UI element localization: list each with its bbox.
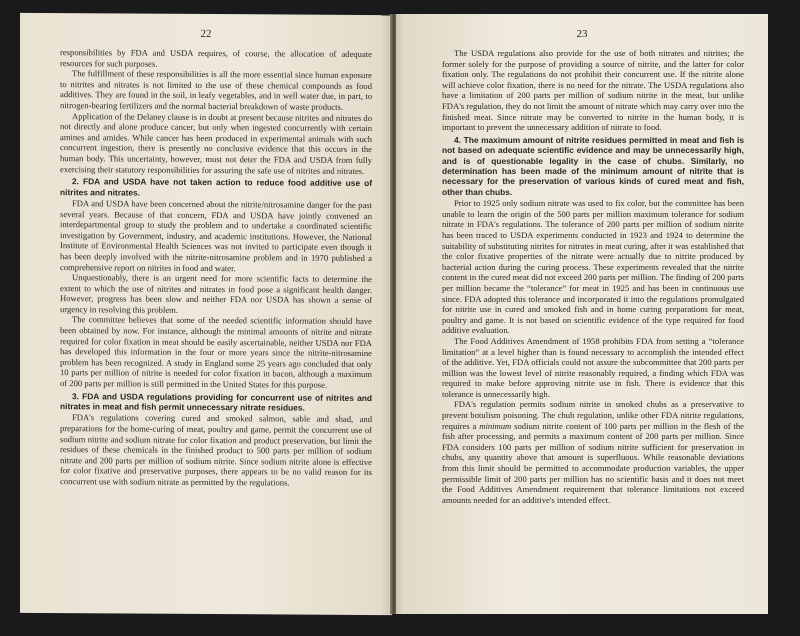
paragraph: responsibilities by FDA and USDA requires, of course, the allocation of adequate resources for such purposes.	[60, 47, 372, 69]
section-heading: 3. FDA and USDA regulations providing for concurrent use of nitrites and nitrates in meat and fish permit unnecessary nitrate residues.	[60, 390, 372, 413]
left-column	[20, 47, 392, 489]
right-page	[396, 14, 768, 614]
paragraph: Prior to 1925 only sodium nitrate was used to fix color, but the committee has been unable to learn the origin of the 500 parts per million maximum tolerance for sodium nitrate in FDA's regulations. The tolerance of 200 parts per million of sodium nitrite has been traced to USDA experiments conducted in 1923 and 1924 to determine the suitability of substituting nitrites for nitrates in meat curing, after it was established that the color fixative properties of the nitrate were actually due to nitrite produced by bacterial action during the curing process. These experiments revealed that the nitrite content in the cured meat did not exceed 200 parts per million. The finding of 200 parts per million became the “tolerance” for meat in 1925 and has been in continuous use since. FDA adopted this tolerance and incorporated it into the regulations promulgated for nitrite use in cured and smoked fish and in home curing preparations for meat, poultry and game. It is not based on scientific evidence of the type required for food additive evaluation.	[442, 198, 744, 336]
paragraph: Application of the Delaney clause is in doubt at present because nitrites and nitrates do not directly and alone produce cancer, but only when ingested concurrently with certain amines and amides. While cancer has been produced in experimental animals with such concurrent ingestion, there is presently no conclusive evidence that this occurs in the human body. This uncertainty, however, must not deter the FDA and USDA from fully exercising their statutory responsibilities for assuring the safe use of nitrites and nitrates.	[60, 110, 372, 176]
paragraph: FDA's regulations covering cured and smoked salmon, sable and shad, and preparations for the home-curing of meat, poultry and game, permit the concurrent use of sodium nitrite and sodium nitrate for color fixation and product preservation, but limit the residues of these chemicals in the finished product to 500 parts per million of sodium nitrate and 200 parts per million of sodium nitrite. Since sodium nitrite alone is effective for color fixative and preservative purposes, there appears to be no valid reason for its concurrent use with sodium nitrate as permitted by the regulations.	[60, 412, 372, 488]
left-page	[20, 13, 392, 615]
paragraph: The Food Additives Amendment of 1958 prohibits FDA from setting a “tolerance limitation” at a level higher than is found necessary to accomplish the intended effect of the additive. Yet, FDA officials could not assure the subcommittee that 200 parts per million was the lowest level of nitrite reasonably required, a finding which FDA was required to make before approving nitrite use in fish. There is evidence that this tolerance is unnecessarily high.	[442, 335, 744, 399]
paragraph: Unquestionably, there is an urgent need for more scientific facts to determine the extent to which the use of nitrites and nitrates in food pose a significant health danger. However, progress has been slow and neither FDA nor USDA has shown a sense of urgency in resolving this problem.	[60, 272, 372, 315]
page-number: 23	[576, 28, 588, 40]
right-column	[396, 48, 768, 505]
section-heading: 4. The maximum amount of nitrite residues permitted in meat and fish is not based on adequate scientific evidence and may be unnecessarily high, and is of questionable legality in the case of chubs. Similarly, no determination has been made of the minimum amount of nitrite that is necessary for the preservation of various kinds of cured meat and fish, other than chubs.	[442, 134, 744, 197]
paragraph: FDA and USDA have been concerned about the nitrite/nitrosamine danger for the past several years. Because of that concern, FDA and USDA have jointly convened an interdepartmental group to study the problem and to undertake a coordinated scientific investigation by Government, industry, and academic institutions. However, the National Institute of Environmental Health Sciences was not invited to participate even though it has been deeply involved with the nitrite-nitrosamine problem and in 1970 published a comprehensive report on nitrites in food and water.	[60, 198, 372, 273]
paragraph: The committee believes that some of the needed scientific information should have been obtained by now. For instance, although the minimal amounts of nitrite and nitrate required for color fixation in meat should be easily ascertainable, neither USDA nor FDA has developed this information in the four or more years since the nitrite-nitrosamine problem has been recognized. A study in England some 25 years ago concluded that only 10 parts per million of nitrite is needed for color fixation in bacon, although a maximum of 200 parts per million is still permitted in the United States for this purpose.	[60, 314, 372, 390]
paragraph: The fulfillment of these responsibilities is all the more essential since human exposure to nitrites and nitrates is not limited to the use of these chemical compounds as food additives. They are found in the soil, in leafy vegetables, and in well water due, in part, to nitrogen-bearing fertilizers and the normal bacterial breakdown of waste products.	[60, 68, 372, 112]
paragraph-text: sodium nitrite content of 100 parts per million in the flesh of the fish after processing, and permits a maximum content of 200 parts per million. Since FDA considers 100 parts per million of sodium nitrite sufficient for preservation in chubs, any quantity above that amount is superfluous. While reasonable deviations from this limit should be permitted to accommodate production variables, the upper permissible limit of 200 parts per million has no scientific basis and it does not meet the Food Additives Amendment requirement that tolerance limitations not exceed amounts needed for an additive's intended effect.	[442, 420, 744, 505]
paragraph	[442, 399, 744, 505]
section-heading: 2. FDA and USDA have not taken action to reduce food additive use of nitrites and nitrates.	[60, 176, 372, 198]
paragraph: The USDA regulations also provide for the use of both nitrates and nitrites; the former solely for the purpose of providing a source of nitrite, and the latter for color fixation only. The regulations do not prohibit their concurrent use. If the nitrite alone will achieve color fixation, there is no need for the nitrate. The USDA regulations also have a limitation of 200 parts per million of sodium nitrite in the meat, but unlike FDA's regulation, they do not limit the amount of nitrate which may carry over into the finished meat. Since nitrate may be converted to nitrite in the human body, it is important to prevent the unnecessary addition of nitrate to food.	[442, 48, 744, 133]
page-number: 22	[200, 27, 212, 41]
paragraph-text: FDA's regulation permits sodium nitrite in smoked chubs as a preservative to prevent botulism poisoning. The chub regulation, unlike other FDA nitrite regulations, requires a	[442, 399, 744, 431]
emphasis: minimum	[479, 420, 512, 431]
